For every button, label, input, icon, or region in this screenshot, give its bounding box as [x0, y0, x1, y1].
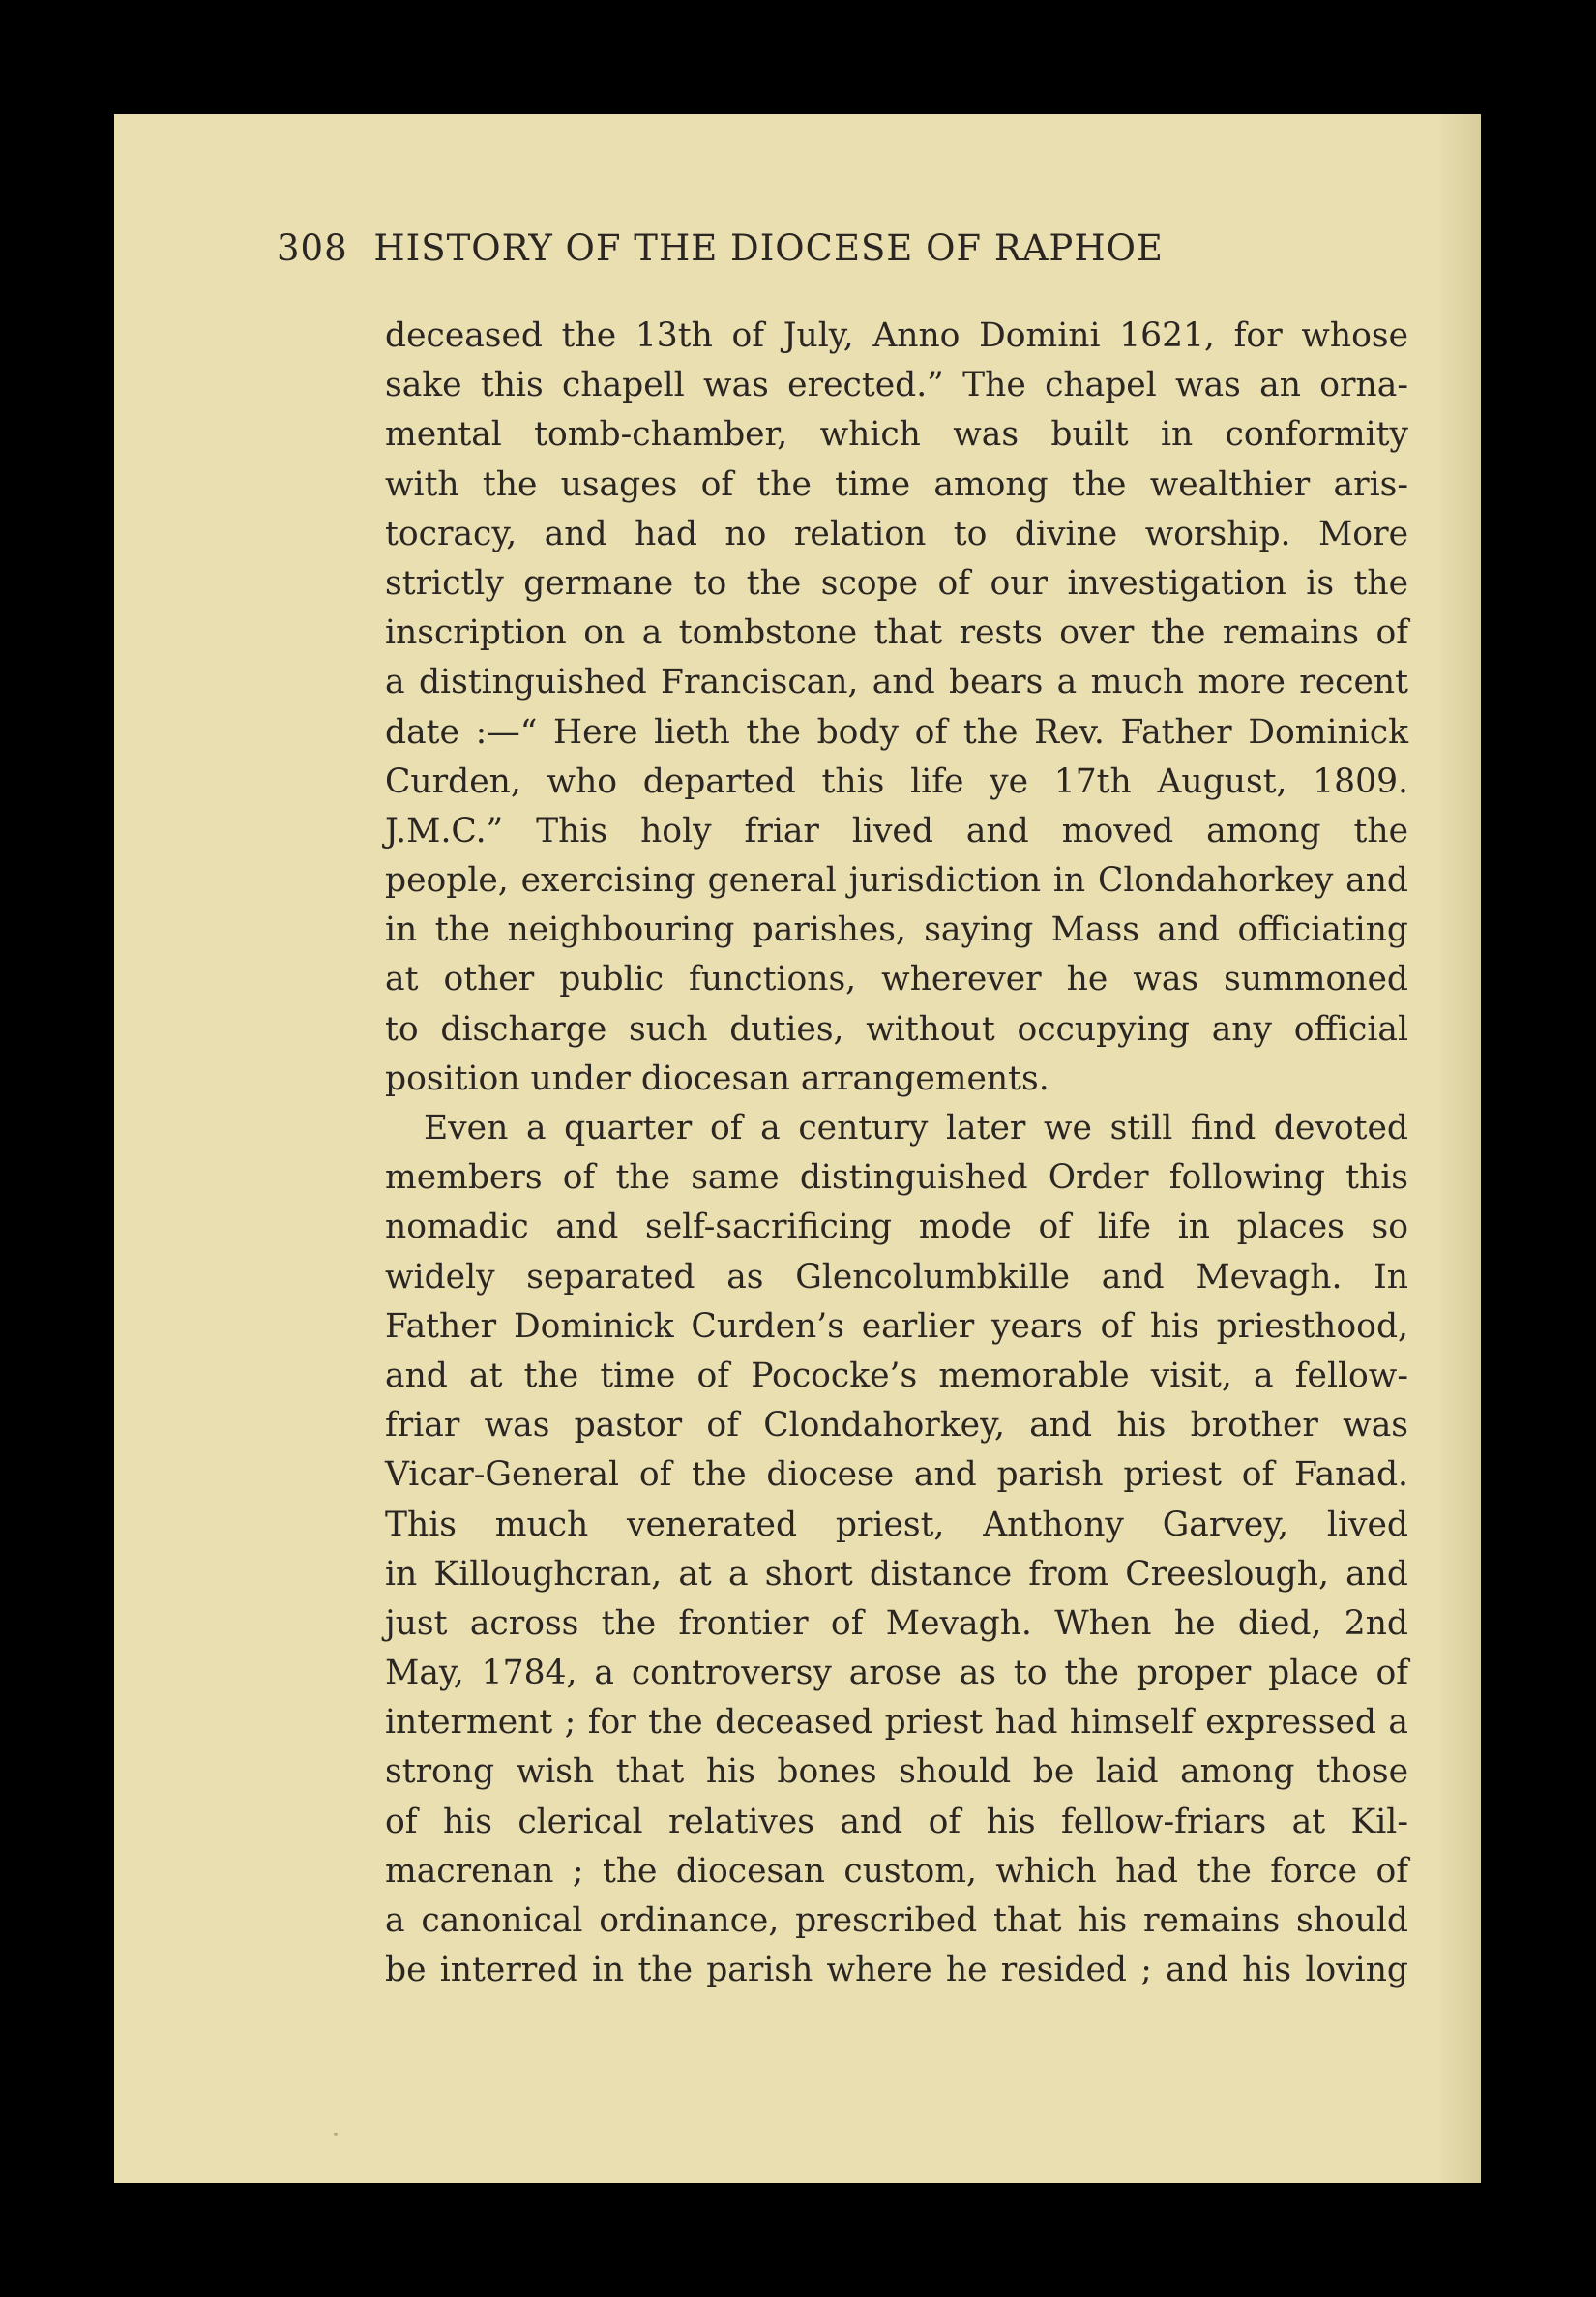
text-line: mental tomb-chamber, which was built in conformity	[385, 415, 1408, 455]
text-line: in Killoughcran, at a short distance from Creeslough, and	[385, 1554, 1408, 1594]
text-line: just across the frontier of Mevagh. When he died, 2nd	[385, 1603, 1408, 1643]
page-edge-shadow	[1440, 114, 1481, 2183]
text-line: tocracy, and had no relation to divine worship. More	[385, 514, 1408, 553]
body-text	[385, 312, 1408, 1995]
text-line: widely separated as Glencolumbkille and Mevagh. In	[385, 1257, 1408, 1297]
text-line: to discharge such duties, without occupying any official	[385, 1009, 1408, 1049]
text-line: with the usages of the time among the wealthier aris-	[385, 464, 1408, 504]
text-line: Father Dominick Curden’s earlier years of his priesthood,	[385, 1306, 1408, 1346]
text-line: people, exercising general jurisdiction in Clondahorkey and	[385, 861, 1408, 901]
text-line: in the neighbouring parishes, saying Mass and officiating	[385, 910, 1408, 950]
text-line: members of the same distinguished Order following this	[385, 1158, 1408, 1198]
text-line: May, 1784, a controversy arose as to the proper place of	[385, 1654, 1408, 1693]
text-line: inscription on a tombstone that rests over the remains of	[385, 613, 1408, 653]
text-line: nomadic and self-sacrificing mode of life in places so	[385, 1208, 1408, 1247]
text-line: and at the time of Pococke’s memorable visit, a fellow-	[385, 1356, 1408, 1395]
text-line: macrenan ; the diocesan custom, which had the force of	[385, 1851, 1408, 1891]
text-line: a distinguished Franciscan, and bears a much more recent	[385, 663, 1408, 702]
text-line: date :—“ Here lieth the body of the Rev. Father Dominick	[385, 712, 1408, 752]
text-line: Vicar-General of the diocese and parish priest of Fanad.	[385, 1455, 1408, 1495]
text-line: position under diocesan arrangements.	[385, 1059, 1049, 1098]
text-line: friar was pastor of Clondahorkey, and his brother was	[385, 1406, 1408, 1446]
running-head	[277, 224, 1360, 273]
page-number: 308	[277, 227, 348, 269]
running-head-title: HISTORY OF THE DIOCESE OF RAPHOE	[373, 227, 1164, 269]
text-line: Curden, who departed this life ye 17th August, 1809.	[385, 761, 1408, 801]
text-line: be interred in the parish where he resided ; and his loving	[385, 1951, 1408, 1990]
text-line: sake this chapell was erected.” The chapel was an orna-	[385, 366, 1408, 405]
text-line: strictly germane to the scope of our investigation is the	[385, 563, 1408, 603]
text-line: interment ; for the deceased priest had himself expressed a	[385, 1703, 1408, 1743]
text-line: of his clerical relatives and of his fellow-friars at Kil-	[385, 1802, 1408, 1841]
text-line: deceased the 13th of July, Anno Domini 1621, for whose	[385, 316, 1408, 355]
paper-speck	[334, 2133, 338, 2136]
text-line: strong wish that his bones should be laid among those	[385, 1752, 1408, 1792]
text-line: a canonical ordinance, prescribed that his remains should	[385, 1901, 1408, 1940]
text-line: This much venerated priest, Anthony Garvey, lived	[385, 1505, 1408, 1544]
text-line: J.M.C.” This holy friar lived and moved among the	[385, 811, 1408, 850]
paragraph-start-line: Even a quarter of a century later we still find devoted	[424, 1109, 1408, 1148]
text-line: at other public functions, wherever he was summoned	[385, 960, 1408, 999]
